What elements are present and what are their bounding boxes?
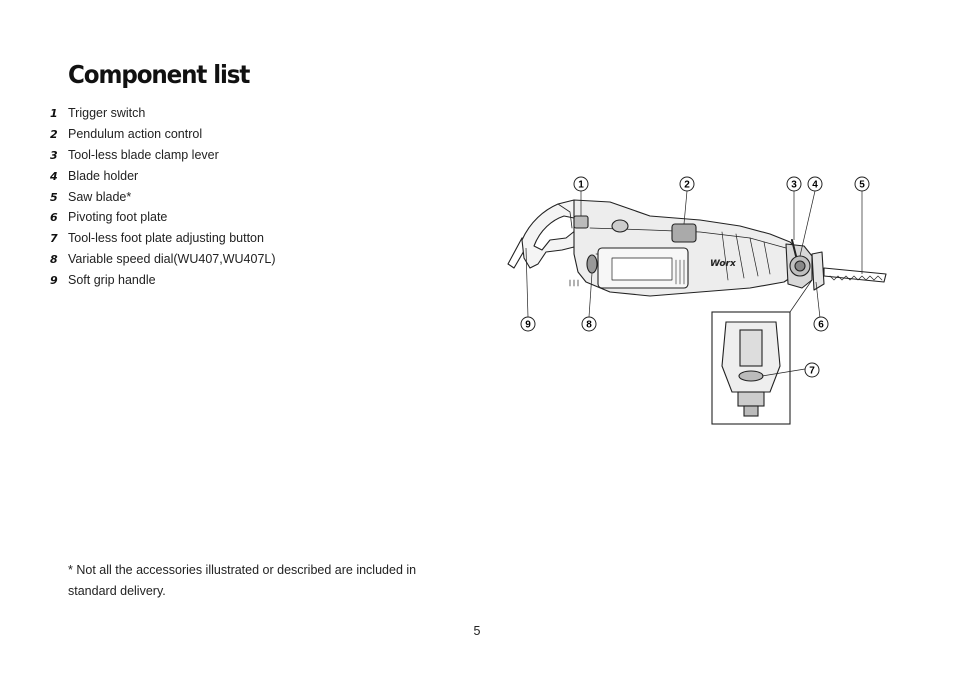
saw-blade	[824, 268, 886, 282]
brand-logo: Worx	[710, 259, 736, 269]
callout-9	[521, 317, 535, 331]
item-number: 8	[50, 253, 58, 267]
svg-text:6: 6	[818, 319, 824, 331]
reciprocating-saw-illustration	[500, 170, 900, 430]
foot-plate-adjusting-button	[739, 371, 763, 381]
svg-text:7: 7	[809, 365, 815, 377]
item-label: Variable speed dial(WU407,WU407L)	[68, 252, 276, 267]
item-label: Pivoting foot plate	[68, 210, 168, 225]
item-number: 9	[50, 274, 58, 288]
item-label: Saw blade*	[68, 189, 132, 204]
callout-8	[582, 317, 596, 331]
page-number: 5	[473, 624, 481, 638]
item-number: 3	[50, 148, 58, 162]
list-item	[50, 207, 276, 228]
trigger-switch	[574, 216, 588, 228]
page-title: Component list	[68, 60, 250, 89]
item-number: 2	[50, 127, 58, 141]
callout-1	[574, 177, 588, 191]
item-number: 7	[50, 232, 58, 246]
item-number: 4	[50, 169, 58, 183]
component-list	[50, 103, 276, 291]
callout-4	[808, 177, 822, 191]
item-label: Trigger switch	[68, 106, 146, 120]
item-number: 6	[50, 211, 58, 225]
item-label: Soft grip handle	[68, 273, 156, 288]
list-item	[50, 249, 276, 270]
pivoting-foot-plate	[812, 252, 824, 290]
callout-2	[680, 177, 694, 191]
callout-6	[814, 317, 828, 331]
svg-text:8: 8	[586, 319, 592, 331]
svg-text:4: 4	[812, 179, 818, 191]
svg-text:9: 9	[525, 319, 531, 331]
list-item	[50, 166, 276, 187]
item-number: 5	[50, 190, 58, 204]
item-label: Pendulum action control	[68, 126, 203, 141]
list-item	[50, 228, 276, 249]
list-item	[50, 145, 276, 166]
item-number: 1	[50, 107, 58, 120]
callout-5	[855, 177, 869, 191]
list-item	[50, 124, 276, 145]
svg-text:3: 3	[791, 179, 797, 191]
list-item	[50, 187, 276, 208]
item-label: Tool-less blade clamp lever	[68, 147, 219, 162]
variable-speed-dial	[587, 255, 597, 273]
pendulum-action-control	[672, 224, 696, 242]
svg-text:2: 2	[684, 179, 690, 191]
list-item	[50, 270, 276, 291]
svg-text:1: 1	[578, 179, 584, 191]
item-label: Blade holder	[68, 168, 139, 183]
accessories-footnote: * Not all the accessories illustrated or described are included in standard delivery.	[68, 563, 417, 598]
callout-3	[787, 177, 801, 191]
foot-plate-detail-inset	[712, 312, 790, 424]
callout-7	[805, 363, 819, 377]
list-item	[50, 103, 276, 124]
svg-text:5: 5	[859, 179, 865, 191]
item-label: Tool-less foot plate adjusting button	[68, 231, 264, 246]
